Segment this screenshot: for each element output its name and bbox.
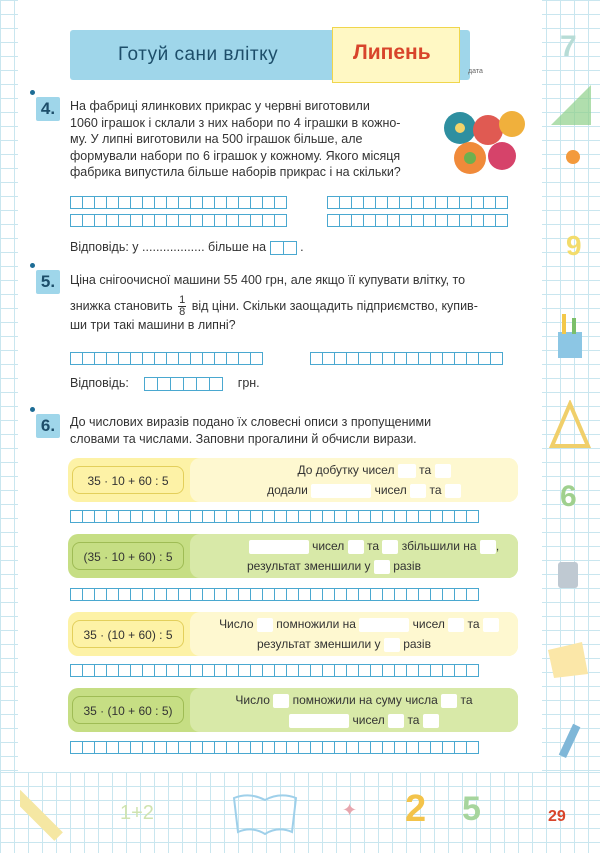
folder-icon (546, 640, 590, 680)
task-4-answer-dots[interactable]: .................. (142, 240, 205, 254)
blank-field[interactable] (384, 638, 400, 652)
task-number-6: 6. (36, 414, 60, 438)
orange-icon (566, 150, 580, 164)
compass-icon (548, 400, 592, 450)
blank-field[interactable] (435, 464, 451, 478)
fraction-denominator: 8 (179, 305, 186, 318)
task-5-line-3: ши три такі машини в липні? (70, 317, 236, 332)
task-4-answer-grid-right[interactable] (327, 196, 507, 209)
digit-two-decor: 2 (405, 788, 427, 830)
expression-label: 35 · (10 + 60 : 5) (72, 696, 184, 724)
task-5-line-2-prefix: знижка становить (70, 298, 173, 313)
task-5-answer-prefix: Відповідь: (70, 376, 129, 390)
right-margin-decor (542, 0, 600, 853)
digit-seven-decor: 7 (560, 30, 577, 63)
expr-word: та (419, 463, 432, 477)
expr-word: , (495, 539, 500, 553)
answer-cell[interactable] (250, 352, 263, 365)
task-5-answer-box[interactable] (157, 377, 171, 391)
blank-field[interactable] (289, 714, 349, 728)
expr-word: збільшили на (401, 539, 477, 553)
expression-2-answer-grid[interactable] (70, 588, 478, 601)
page-title: Готуй сани влітку (118, 44, 279, 65)
task-4-line: фабрика випустила більше наборів прикрас і на скільки? (70, 165, 401, 179)
task-4-line: На фабриці ялинкових прикрас у червні виготовили (70, 99, 370, 113)
blank-field[interactable] (410, 484, 426, 498)
expression-card-3 (68, 612, 518, 656)
expression-description (190, 534, 518, 578)
expr-word: та (429, 483, 442, 497)
bottom-decor-strip (0, 772, 600, 853)
answer-cell[interactable] (466, 588, 479, 601)
pen-icon (556, 720, 586, 764)
blank-field[interactable] (359, 618, 409, 632)
task-4-text (70, 98, 440, 181)
task-6-text (70, 414, 530, 447)
answer-cell[interactable] (490, 352, 503, 365)
expr-word: помножили на (276, 617, 356, 631)
task-4-answer-grid-left[interactable] (70, 196, 286, 209)
blank-field[interactable] (249, 540, 309, 554)
expr-word: чисел (412, 617, 445, 631)
task-4-answer-prefix: Відповідь: у (70, 240, 139, 254)
star-decor: ✦ (342, 800, 358, 820)
expr-word: помножили на суму числа (292, 693, 438, 707)
triangle-ruler-icon (546, 80, 596, 130)
date-label: дата (468, 68, 483, 75)
month-box (332, 27, 460, 83)
ruler-icon (20, 784, 80, 844)
fraction (178, 295, 186, 318)
blank-field[interactable] (441, 694, 457, 708)
expr-word: та (467, 617, 480, 631)
pencil-cup-icon (552, 310, 588, 360)
expr-word: чисел (312, 539, 345, 553)
expr-word: чисел (352, 713, 385, 727)
task-5-line-2 (70, 293, 530, 318)
expr-word: разів (403, 637, 431, 651)
task-5-answer-box[interactable] (209, 377, 223, 391)
task-5-text (70, 272, 530, 333)
task-5-answer-line (70, 376, 260, 391)
expression-label: 35 · 10 + 60 : 5 (72, 466, 184, 494)
digit-six-decor: 6 (560, 480, 577, 513)
answer-cell[interactable] (466, 664, 479, 677)
blank-field[interactable] (257, 618, 273, 632)
answer-cell[interactable] (274, 196, 287, 209)
open-book-icon (230, 788, 300, 838)
bottom-sum-decor: 1+2 (120, 802, 154, 824)
task-4-answer-end: . (300, 240, 304, 254)
expr-word: результат зменшили у (247, 559, 371, 573)
task-5-answer-grid-left[interactable] (70, 352, 262, 365)
task-4-line: 1060 іграшок і склали з них набори по 4 іграшки в кожно- (70, 115, 401, 130)
blank-field[interactable] (311, 484, 371, 498)
answer-cell[interactable] (495, 196, 508, 209)
expression-description (190, 612, 518, 656)
answer-cell[interactable] (274, 214, 287, 227)
expression-description (190, 688, 518, 732)
task-5-answer-box[interactable] (170, 377, 184, 391)
expression-card-2 (68, 534, 518, 578)
task-5-answer-box[interactable] (144, 377, 158, 391)
page-header (70, 30, 470, 80)
expr-word: та (367, 539, 380, 553)
task-6-line: словами та числами. Заповни прогалини й обчисли вирази. (70, 431, 417, 446)
digit-nine-decor: 9 (566, 230, 582, 261)
blank-field[interactable] (374, 560, 390, 574)
expr-word: Число (219, 617, 254, 631)
blank-field[interactable] (382, 540, 398, 554)
task-4-line: му. У липні виготовили на 500 іграшок більше, але (70, 132, 363, 146)
expr-word: результат зменшили у (257, 637, 381, 651)
expression-1-answer-grid[interactable] (70, 510, 478, 523)
blank-field[interactable] (348, 540, 364, 554)
expr-word: Число (235, 693, 270, 707)
task-5-line-1: Ціна снігоочисної машини 55 400 грн, але якщо її купувати влітку, то (70, 273, 466, 287)
expression-label: 35 · (10 + 60) : 5 (72, 620, 184, 648)
christmas-ornaments-image (440, 100, 530, 180)
task-4-answer-box[interactable] (270, 241, 284, 255)
expr-word: До добутку чисел (297, 463, 395, 477)
task-6-line: До числових виразів подано їх словесні описи з пропущеними (70, 415, 432, 429)
task-4-answer-grid-right-2[interactable] (327, 214, 507, 227)
calculator-icon (556, 560, 580, 590)
expression-4-answer-grid[interactable] (70, 741, 478, 754)
page-number: 29 (548, 808, 566, 825)
digit-five-decor: 5 (462, 790, 481, 828)
expr-word: чисел (374, 483, 407, 497)
expression-description (190, 458, 518, 502)
expr-word: та (460, 693, 473, 707)
blank-field[interactable] (273, 694, 289, 708)
task-number-4: 4. (36, 97, 60, 121)
answer-cell[interactable] (466, 741, 479, 754)
blank-field[interactable] (388, 714, 404, 728)
blank-field[interactable] (480, 540, 496, 554)
fraction-numerator: 1 (179, 293, 186, 306)
expr-word: додали (267, 483, 308, 497)
task-5-answer-box[interactable] (183, 377, 197, 391)
task-4-line: формували набори по 6 іграшок у кожному. Якого місяця (70, 148, 401, 163)
answer-cell[interactable] (466, 510, 479, 523)
blank-field[interactable] (445, 484, 461, 498)
expression-3-answer-grid[interactable] (70, 664, 478, 677)
task-4-answer-middle: більше на (208, 240, 267, 254)
expression-label: (35 · 10 + 60) : 5 (72, 542, 184, 570)
task-4-answer-box[interactable] (283, 241, 297, 255)
blank-field[interactable] (398, 464, 416, 478)
task-5-answer-box[interactable] (196, 377, 210, 391)
expr-word: разів (393, 559, 421, 573)
blank-field[interactable] (483, 618, 499, 632)
blank-field[interactable] (423, 714, 439, 728)
expr-word: та (407, 713, 420, 727)
month-label: Липень (353, 41, 431, 64)
answer-cell[interactable] (495, 214, 508, 227)
blank-field[interactable] (448, 618, 464, 632)
task-number-5: 5. (36, 270, 60, 294)
expression-card-1 (68, 458, 518, 502)
task-5-answer-unit: грн. (237, 376, 260, 390)
task-5-answer-grid-right[interactable] (310, 352, 502, 365)
expression-card-4 (68, 688, 518, 732)
task-5-line-2-suffix: від ціни. Скільки заощадить підприємство, купив- (191, 298, 478, 313)
task-4-answer-grid-left-2[interactable] (70, 214, 286, 227)
task-4-answer-line (70, 240, 304, 255)
